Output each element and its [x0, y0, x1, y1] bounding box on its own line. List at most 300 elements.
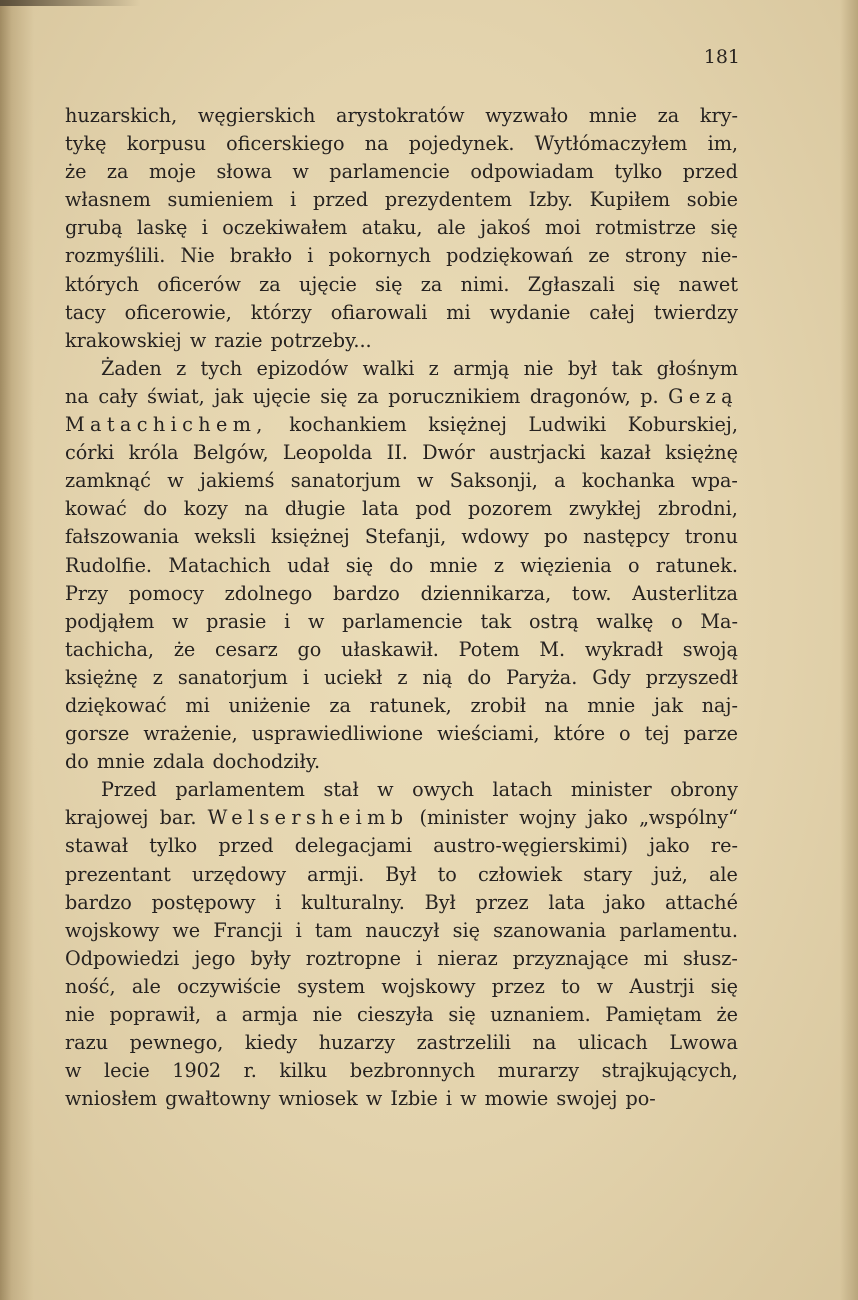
word: kochankiem: [289, 413, 407, 437]
word: w: [460, 1087, 477, 1111]
word: tykę: [65, 132, 107, 156]
text-line: [65, 383, 738, 411]
word: we: [172, 918, 201, 942]
text-line: [65, 945, 738, 973]
word: sanatorjum: [290, 469, 401, 493]
word: się: [375, 272, 403, 296]
word: się: [448, 1003, 476, 1026]
word: Izbie: [390, 1087, 438, 1111]
word: o: [627, 553, 640, 577]
word: to: [561, 974, 581, 998]
word: odpowiadam: [470, 160, 594, 184]
word: Izby.: [528, 188, 573, 212]
text-line: [65, 580, 738, 608]
word: nie: [523, 356, 554, 380]
word: kiedy: [244, 1031, 298, 1055]
word: Przed: [101, 778, 157, 802]
word: się: [710, 974, 738, 998]
word: Koburskiej,: [627, 413, 738, 437]
word: epizodów: [256, 356, 349, 380]
word: krakowskiej: [65, 328, 182, 352]
word: na: [65, 384, 89, 408]
word: ale: [131, 974, 161, 998]
word: oficerów: [157, 272, 241, 296]
word: w: [417, 469, 434, 493]
word: tachicha,: [65, 637, 155, 661]
word: Dwór: [422, 441, 475, 465]
word: jako: [587, 806, 628, 830]
word: prezentant: [65, 862, 171, 886]
word: Ma-: [700, 609, 738, 633]
word: przyszedł: [645, 665, 738, 689]
word: głośnym: [656, 356, 738, 380]
text-line: [65, 1001, 738, 1029]
word: twierdzy: [653, 300, 738, 324]
text-line: [65, 102, 738, 130]
word: które: [553, 722, 606, 746]
word: były: [250, 946, 291, 970]
word: króla: [128, 441, 179, 465]
word: się: [633, 272, 661, 296]
word: austrjacki: [489, 441, 586, 465]
word: kować: [65, 497, 127, 521]
word: prezydentem: [384, 188, 512, 212]
word: się: [345, 553, 374, 577]
word: bardzo: [65, 890, 132, 914]
word: w: [307, 609, 325, 633]
word: uznaniem.: [490, 1003, 591, 1026]
text-line: [65, 804, 738, 832]
word: córki: [65, 441, 115, 465]
word: stary: [583, 862, 633, 886]
word: zwykłej: [568, 497, 642, 521]
word: już,: [653, 862, 688, 886]
word: kazał: [599, 441, 651, 465]
word: po-: [625, 1087, 656, 1111]
word: z: [397, 665, 408, 689]
word: laskę: [136, 216, 188, 240]
word: razu: [65, 1031, 109, 1055]
text-line: [65, 692, 738, 720]
word: Belgów,: [192, 441, 269, 465]
word: cieszyła: [357, 1003, 434, 1026]
word: na: [244, 497, 269, 521]
word: parlamencie: [329, 160, 450, 184]
word: że: [716, 1003, 738, 1026]
word: strony: [624, 244, 687, 268]
word: za: [357, 384, 379, 408]
word: minister: [570, 778, 652, 802]
word: przyznające: [512, 946, 629, 970]
word: armją: [453, 356, 510, 380]
word: tak: [611, 356, 643, 380]
word: jakoś: [480, 216, 531, 240]
word: strajkujących,: [601, 1059, 738, 1083]
page-edge: [840, 0, 858, 1300]
word: zastrzelili: [416, 1031, 511, 1055]
word: przed: [682, 160, 738, 184]
word: pozorem: [468, 497, 553, 521]
word: mnie: [96, 750, 145, 774]
text-line: [65, 889, 738, 917]
word: rozmyślili.: [65, 244, 166, 268]
word: wykradł: [584, 637, 663, 661]
text-line: [65, 242, 738, 270]
word: kilku: [279, 1059, 328, 1083]
word: Nie: [180, 244, 215, 268]
word: i: [284, 609, 291, 633]
word: pod: [415, 497, 452, 521]
word: wdowy: [461, 525, 529, 549]
word: lata: [548, 890, 586, 914]
word: o: [619, 722, 631, 746]
word: i: [307, 244, 314, 268]
word: i: [295, 918, 302, 942]
word: nimi.: [460, 272, 510, 296]
text-line: [65, 130, 738, 158]
word: i: [201, 216, 208, 240]
word: których: [65, 272, 140, 296]
word: austro-węgierskimi): [433, 834, 628, 858]
text-line: [65, 271, 738, 299]
word: i: [290, 188, 297, 212]
word: Saksonji,: [449, 469, 538, 493]
word: mnie: [588, 104, 637, 127]
text-line: [65, 411, 738, 439]
word: zrobił: [470, 693, 526, 717]
word: oczekiwałem: [222, 216, 348, 240]
word: jako: [649, 834, 690, 858]
word: po: [544, 525, 568, 549]
word: księżnej: [270, 525, 350, 549]
word: pojedynek.: [408, 132, 515, 156]
word: sanatorjum: [177, 665, 288, 689]
word: kry-: [699, 104, 738, 127]
word: wyzwało: [485, 104, 569, 127]
top-edge-mark: [0, 0, 140, 6]
word: bar.: [159, 806, 197, 830]
word: w: [596, 974, 614, 998]
text-line: [65, 523, 738, 551]
word: z: [493, 553, 504, 577]
word: że: [65, 160, 87, 184]
word: pomocy: [128, 581, 204, 605]
word: ulicach: [577, 1031, 648, 1055]
word: sumieniem: [167, 188, 274, 212]
word: re-: [710, 834, 738, 858]
word: a: [554, 469, 566, 493]
word: tam: [314, 918, 353, 942]
word: p.: [640, 384, 659, 408]
word: Austrji: [629, 974, 695, 998]
word: walkę: [596, 609, 654, 633]
word: murarzy: [497, 1059, 580, 1083]
word: na: [532, 1031, 557, 1055]
text-line: [65, 776, 738, 804]
word: słowa: [216, 160, 272, 184]
word: a: [215, 1003, 228, 1026]
word: brakło: [229, 244, 293, 268]
word: więzienia: [520, 553, 612, 577]
word: przed: [312, 188, 369, 212]
word: mnie: [587, 693, 636, 717]
word: księżnej: [428, 413, 507, 437]
text-line: [65, 664, 738, 692]
word: księżnę: [665, 441, 738, 465]
word: tak: [480, 609, 512, 633]
word: bezbronnych: [349, 1059, 476, 1083]
word: krajowej: [65, 806, 149, 830]
word: Rudolfie.: [65, 553, 153, 577]
word: swoją: [682, 637, 738, 661]
word: Pamiętam: [605, 1003, 702, 1026]
word: attaché: [665, 890, 738, 914]
word: Przy: [65, 581, 109, 605]
word: z: [176, 356, 187, 380]
word: uniżenie: [228, 693, 311, 717]
word: tylko: [149, 834, 198, 858]
word: bardzo: [333, 581, 400, 605]
word: za: [259, 272, 281, 296]
word: ujęcie: [298, 272, 357, 296]
word: wpa-: [691, 469, 738, 493]
body-text: [65, 102, 738, 1113]
word: przez: [491, 974, 545, 998]
word: grubą: [65, 216, 123, 240]
word: węgierskich: [197, 104, 316, 127]
word: Francji: [213, 918, 283, 942]
word: i: [445, 1087, 453, 1111]
word: II.: [386, 441, 408, 465]
word: nie-: [701, 244, 738, 268]
word: w: [189, 328, 207, 352]
word: nią: [422, 665, 453, 689]
word: nauczył: [365, 918, 440, 942]
word: do: [65, 750, 89, 774]
word: walki: [362, 356, 415, 380]
word: latach: [492, 778, 553, 802]
text-line: [65, 861, 738, 889]
word: fałszowania: [65, 525, 180, 549]
word: wniosek: [278, 1087, 358, 1111]
word: dziennikarza,: [420, 581, 552, 605]
word: Był: [385, 862, 417, 886]
word: oczywiście: [177, 974, 281, 998]
word: własnem: [65, 188, 151, 212]
word: na: [364, 132, 389, 156]
text-line: [65, 973, 738, 1001]
word: dziękować: [65, 693, 167, 717]
word: prasie: [206, 609, 267, 633]
word: Zgłaszali: [527, 272, 615, 296]
word: tej: [644, 722, 670, 746]
text-line: [65, 552, 738, 580]
text-line: [65, 608, 738, 636]
word: (minister: [419, 806, 508, 830]
word: owych: [412, 778, 474, 802]
word: poprawił,: [109, 1003, 202, 1026]
word: z: [152, 665, 163, 689]
word: za: [329, 693, 351, 717]
text-line: [65, 832, 738, 860]
word: mi: [446, 300, 471, 324]
word: Potem: [458, 637, 520, 661]
word: armji.: [307, 862, 365, 886]
word: urzędowy: [191, 862, 287, 886]
word: mowie: [484, 1087, 549, 1111]
word: i: [302, 665, 309, 689]
word: Gdy: [592, 665, 631, 689]
word: gorsze: [65, 722, 130, 746]
text-line: [65, 299, 738, 327]
word: postępowy: [151, 890, 256, 914]
word: stał: [323, 778, 359, 802]
word: oficerowie,: [124, 300, 232, 324]
word: w: [172, 609, 189, 633]
text-line: [65, 1029, 738, 1057]
word: ataku,: [361, 216, 423, 240]
word: r.: [243, 1059, 257, 1083]
word: zdolnego: [224, 581, 313, 605]
word: rotmistrze: [595, 216, 697, 240]
word: potrzeby...: [270, 328, 372, 352]
word: swojej: [556, 1087, 618, 1111]
word: Welsersheimb: [207, 806, 409, 830]
word: tow.: [571, 581, 612, 605]
word: całej: [589, 300, 635, 324]
word: ale: [436, 216, 466, 240]
word: wrażenie,: [143, 722, 238, 746]
word: mi: [643, 946, 668, 970]
word: w: [65, 1059, 82, 1083]
word: „wspólny“: [639, 806, 738, 830]
word: Matachichem,: [65, 413, 268, 437]
word: stawał: [65, 834, 129, 858]
word: cesarz: [215, 637, 278, 661]
word: jak: [653, 693, 683, 717]
word: pokornych: [328, 244, 432, 268]
word: Lwowa: [669, 1031, 738, 1055]
word: moje: [148, 160, 196, 184]
word: zbrodni,: [657, 497, 738, 521]
word: lata: [362, 497, 399, 521]
word: następcy: [583, 525, 670, 549]
word: słusz-: [683, 946, 738, 970]
word: roztropne: [305, 946, 401, 970]
word: Gezą: [668, 384, 738, 408]
word: do: [467, 665, 492, 689]
word: człowiek: [477, 862, 563, 886]
word: o: [671, 609, 683, 633]
text-line: [65, 355, 738, 383]
word: że: [173, 637, 196, 661]
word: tych: [200, 356, 243, 380]
word: jakiemś: [199, 469, 275, 493]
word: nie: [312, 1003, 343, 1026]
word: parlamencie: [342, 609, 463, 633]
word: parze: [683, 722, 738, 746]
word: nawet: [678, 272, 738, 296]
word: wniosłem: [65, 1087, 158, 1111]
word: nieraz: [437, 946, 498, 970]
word: usprawiedliwione: [251, 722, 424, 746]
word: 1902: [172, 1059, 222, 1083]
word: naj-: [701, 693, 738, 717]
text-line: [65, 467, 738, 495]
word: do: [389, 553, 414, 577]
word: wydanie: [489, 300, 571, 324]
word: Paryża.: [506, 665, 578, 689]
word: się: [710, 216, 738, 240]
word: zdala: [153, 750, 205, 774]
word: armja: [241, 1003, 298, 1026]
word: był: [567, 356, 598, 380]
word: mi: [185, 693, 210, 717]
word: arystokratów: [336, 104, 465, 127]
word: długie: [284, 497, 346, 521]
word: to: [437, 862, 457, 886]
word: w: [365, 1087, 383, 1111]
text-line: [65, 439, 738, 467]
text-line: [65, 214, 738, 242]
word: za: [420, 272, 443, 296]
word: którzy: [250, 300, 312, 324]
word: ułaskawił.: [341, 637, 439, 661]
word: kozy: [183, 497, 228, 521]
word: jako: [604, 890, 646, 914]
word: system: [297, 974, 366, 998]
word: w: [377, 778, 394, 802]
text-line: [65, 748, 738, 776]
word: szanowania: [493, 918, 607, 942]
word: gwałtowny: [165, 1087, 271, 1111]
word: zamknąć: [65, 469, 151, 493]
word: i: [275, 890, 282, 914]
word: ratunek,: [369, 693, 452, 717]
word: ofiarowali: [330, 300, 428, 324]
word: ratunek.: [655, 553, 738, 577]
word: ze: [588, 244, 610, 268]
word: Ludwiki: [528, 413, 607, 437]
text-line: [65, 636, 738, 664]
word: wojny: [519, 806, 577, 830]
text-line: [65, 1085, 738, 1113]
word: Stefanji,: [364, 525, 447, 549]
word: weksli: [194, 525, 256, 549]
word: korpusu: [126, 132, 206, 156]
word: huzarzy: [318, 1031, 396, 1055]
word: za: [657, 104, 680, 127]
word: ność,: [65, 974, 116, 998]
word: lecie: [103, 1059, 150, 1083]
word: pewnego,: [129, 1031, 224, 1055]
word: Leopolda: [282, 441, 373, 465]
word: jak: [214, 384, 244, 408]
text-line: [65, 720, 738, 748]
word: Matachich: [168, 553, 271, 577]
word: Był: [424, 890, 456, 914]
word: moi: [544, 216, 581, 240]
word: z: [428, 356, 439, 380]
word: razie: [214, 328, 263, 352]
word: tronu: [684, 525, 738, 549]
word: ale: [708, 862, 738, 886]
word: porucznikiem: [388, 384, 521, 408]
text-line: [65, 327, 738, 355]
text-line: [65, 495, 738, 523]
word: się: [320, 384, 348, 408]
word: parlamentem: [175, 778, 305, 802]
